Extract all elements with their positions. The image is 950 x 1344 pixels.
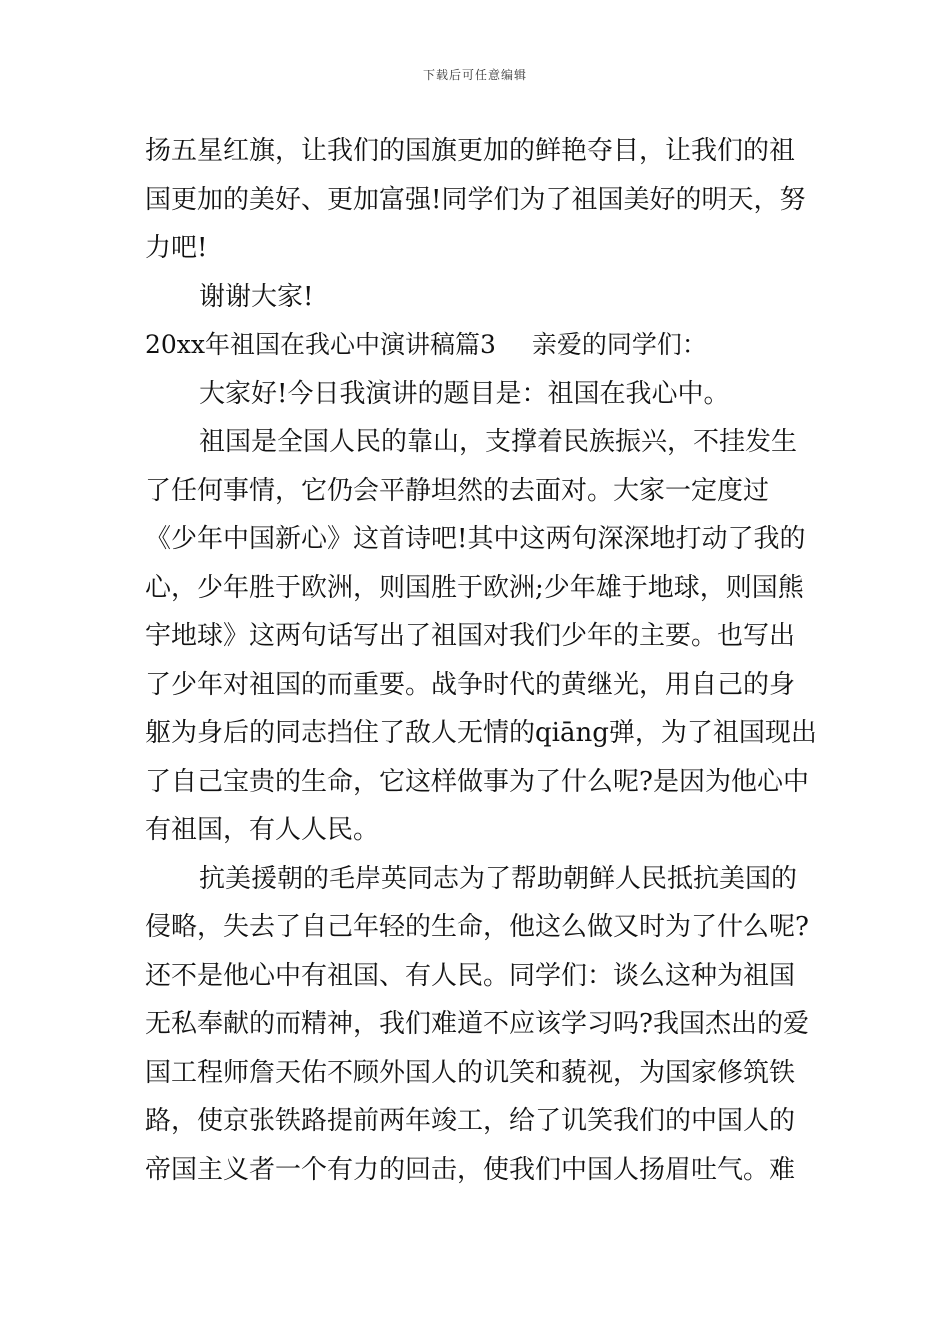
section-heading	[145, 321, 810, 370]
text-line: 力吧!	[145, 233, 208, 263]
page-header-watermark: 下载后可任意编辑	[422, 68, 527, 82]
text-line: 抗美援朝的毛岸英同志为了帮助朝鲜人民抵抗美国的	[199, 863, 798, 894]
text-line: 《少年中国新心》这首诗吧!其中这两句深深地打动了我的	[145, 524, 806, 554]
text-line: 宇地球》这两句话写出了祖国对我们少年的主要。也写出	[145, 621, 796, 651]
text-line: 国工程师詹天佑不顾外国人的讥笑和藐视，为国家修筑铁	[145, 1057, 796, 1088]
text-line: 谢谢大家!	[199, 281, 314, 312]
text-line: 了自己宝贵的生命，它这样做事为了什么呢?是因为他心中	[145, 766, 809, 797]
text-line: 帝国主义者一个有力的回击，使我们中国人扬眉吐气。难	[145, 1154, 796, 1185]
text-line: 还不是他心中有祖国、有人民。同学们：谈么这种为祖国	[145, 960, 796, 991]
text-line: 大家好!今日我演讲的题目是：祖国在我心中。	[199, 378, 730, 409]
text-line: 无私奉献的而精神，我们难道不应该学习吗?我国杰出的爱	[145, 1009, 809, 1039]
text-line: 侵略，失去了自己年轻的生命，他这么做又时为了什么呢?	[145, 912, 809, 942]
salutation: 亲爱的同学们：	[531, 330, 707, 359]
text-line: 扬五星红旗，让我们的国旗更加的鲜艳夺目，让我们的祖	[145, 136, 796, 166]
text-line: 祖国是全国人民的靠山，支撑着民族振兴，不挂发生	[199, 427, 798, 457]
text-line: 心，少年胜于欧洲，则国胜于欧洲;少年雄于地球，则国熊	[145, 572, 804, 603]
text-line: 了少年对祖国的而重要。战争时代的黄继光，用自己的身	[145, 669, 796, 700]
text-line: 了任何事情，它仍会平静坦然的去面对。大家一定度过	[145, 475, 770, 506]
text-line: 路，使京张铁路提前两年竣工，给了讥笑我们的中国人的	[145, 1106, 796, 1136]
text-line: 国更加的美好、更加富强!同学们为了祖国美好的明天，努	[145, 184, 806, 215]
text-line: 有祖国，有人人民。	[145, 815, 380, 845]
section-title: 20xx年祖国在我心中演讲稿篇3	[145, 330, 496, 359]
document-body	[145, 127, 817, 1194]
text-line: 躯为身后的同志挡住了敌人无情的qiāng弹，为了祖国现出	[145, 718, 817, 748]
